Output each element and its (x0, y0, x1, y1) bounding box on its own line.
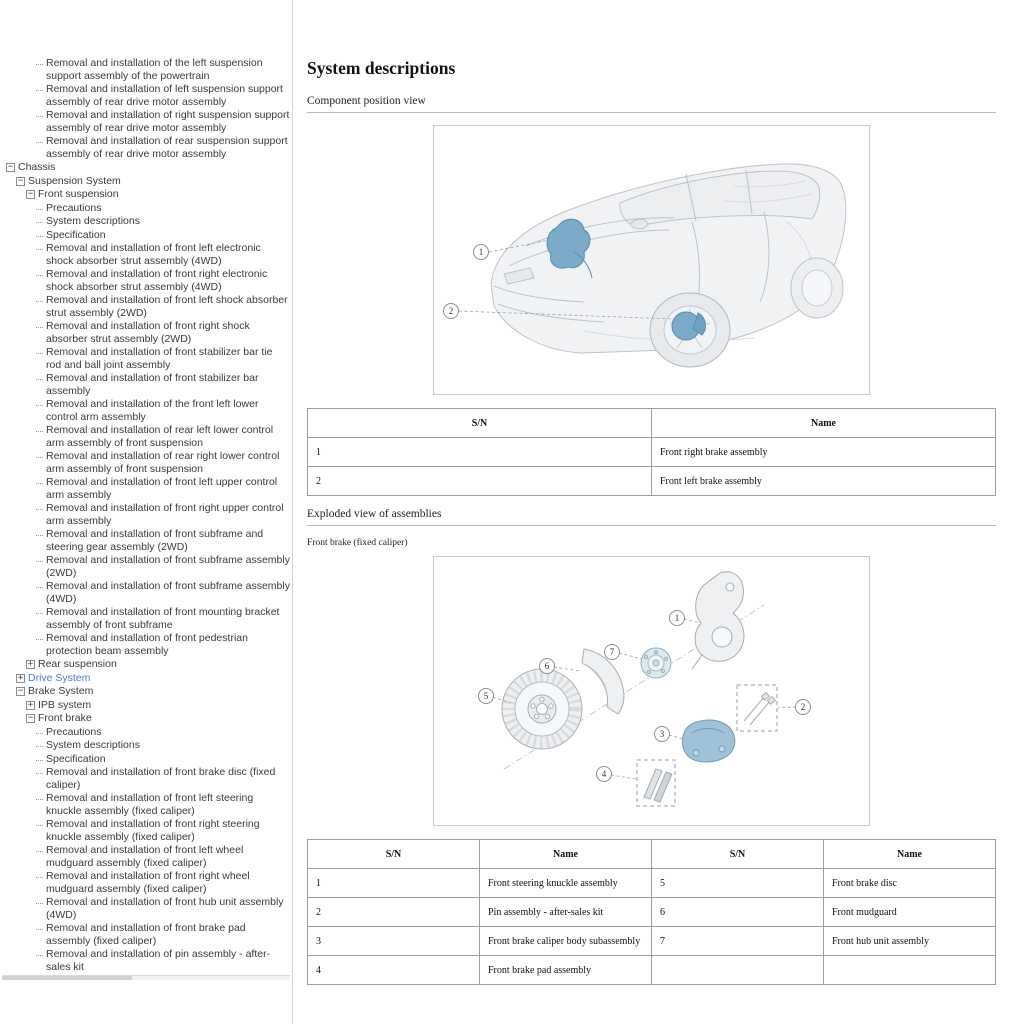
section-heading-component-position: Component position view (307, 95, 426, 107)
tree-connector (36, 116, 43, 117)
tree-item-label[interactable]: Suspension System (28, 174, 121, 187)
table-cell (652, 956, 824, 985)
tree-connector (36, 773, 43, 774)
tree-item-label[interactable]: Removal and installation of front mounting bracket assembly of front subframe (46, 606, 280, 631)
tree-item[interactable] (2, 135, 290, 160)
sidebar-content-divider (292, 0, 293, 1024)
tree-item[interactable] (2, 580, 290, 605)
callout-1-label: 1 (478, 247, 484, 257)
tree-item-label[interactable]: Front suspension (38, 188, 119, 200)
table-cell: 2 (308, 898, 480, 927)
table-cell: Front left brake assembly (652, 467, 996, 496)
tree-item[interactable] (2, 450, 290, 475)
tree-item[interactable] (2, 372, 290, 397)
sidebar-horizontal-scrollbar[interactable] (2, 975, 290, 980)
tree-connector (36, 639, 43, 640)
collapse-icon[interactable]: − (27, 189, 34, 199)
table-cell: Front brake caliper body subassembly (480, 927, 652, 956)
section-rule (307, 525, 996, 526)
tree-connector (36, 209, 43, 210)
table-row (308, 467, 996, 496)
tree-item[interactable] (2, 554, 290, 579)
tree-item[interactable] (2, 766, 290, 791)
tree-connector (36, 561, 43, 562)
callout-4-label: 4 (601, 769, 607, 779)
tree-item-label[interactable]: Specification (46, 752, 106, 765)
tree-item[interactable] (2, 528, 290, 553)
tree-item[interactable] (2, 242, 290, 267)
table-cell: Front brake disc (824, 869, 996, 898)
tree-item[interactable] (2, 83, 290, 108)
table-row (308, 869, 996, 898)
tree-item-label[interactable]: Removal and installation of front left upper control arm assembly (46, 476, 278, 501)
tree-item-label[interactable]: Front brake (38, 712, 92, 724)
component-position-table (307, 408, 996, 496)
tree-item-label[interactable]: Removal and installation of front right upper control arm assembly (46, 502, 284, 527)
expand-icon[interactable]: + (27, 699, 34, 710)
expand-icon[interactable]: + (17, 672, 24, 683)
section-rule (307, 112, 996, 113)
callout-6-label: 6 (544, 661, 550, 671)
table-cell: Front hub unit assembly (824, 927, 996, 956)
table-cell: 5 (652, 869, 824, 898)
tree-item[interactable] (2, 753, 290, 766)
tree-item-label[interactable]: Removal and installation of rear suspension support assembly of rear drive motor assembly (46, 135, 288, 160)
exploded-view-parts-table (307, 839, 996, 985)
tree-item[interactable] (2, 818, 290, 843)
tree-item[interactable] (2, 896, 290, 921)
tree-item[interactable] (2, 161, 290, 174)
tree-item-label[interactable]: Chassis (18, 161, 56, 173)
table-cell: 1 (308, 869, 480, 898)
tree-connector (36, 613, 43, 614)
tree-item[interactable] (2, 922, 290, 947)
tree-item-label[interactable]: Removal and installation of front subframe assembly (2WD) (46, 554, 290, 579)
table-cell: 3 (308, 927, 480, 956)
figure-exploded-view (433, 556, 870, 826)
tree-item-label[interactable]: Drive System (28, 671, 91, 684)
tree-item[interactable] (2, 424, 290, 449)
tree-item[interactable] (2, 632, 290, 657)
tree-item-label[interactable]: Rear suspension (38, 658, 117, 670)
tree-item-label[interactable]: Removal and installation of front right steering knuckle assembly (fixed caliper) (46, 818, 260, 843)
callout-7-label: 7 (609, 647, 615, 657)
tree-connector (36, 457, 43, 458)
tree-item[interactable] (2, 712, 290, 725)
tree-item[interactable] (2, 346, 290, 371)
collapse-icon[interactable]: − (17, 175, 24, 186)
tree-item-label[interactable]: System descriptions (46, 739, 140, 751)
section-heading-exploded-view: Exploded view of assemblies (307, 508, 442, 520)
expand-icon[interactable]: + (27, 659, 34, 669)
tree-connector (36, 825, 43, 826)
tree-connector (36, 249, 43, 250)
collapse-icon[interactable]: − (17, 686, 24, 696)
tree-item-label[interactable]: Removal and installation of front left shock absorber strut assembly (2WD) (46, 294, 288, 319)
tree-connector (36, 733, 43, 734)
callout-2-label: 2 (800, 702, 806, 712)
sidebar-scrollbar-thumb[interactable] (2, 976, 132, 980)
tree-item[interactable] (2, 658, 290, 671)
car-illustration (434, 126, 869, 394)
table-cell: 6 (652, 898, 824, 927)
tree-item[interactable] (2, 606, 290, 631)
tree-item[interactable] (2, 109, 290, 134)
collapse-icon[interactable]: − (7, 162, 14, 172)
callout-3-label: 3 (659, 729, 665, 739)
tree-item[interactable] (2, 685, 290, 698)
tree-item[interactable] (2, 672, 290, 685)
table-cell (824, 956, 996, 985)
tree-item[interactable] (2, 202, 290, 215)
tree-connector (36, 379, 43, 380)
tree-item-label[interactable]: Removal and installation of front brake disc (fixed caliper) (46, 766, 276, 791)
tree-item-label[interactable]: Removal and installation of right suspension support assembly of rear drive motor assembly (46, 109, 290, 134)
page-title: System descriptions (307, 58, 456, 78)
tree-item[interactable] (2, 726, 290, 739)
tree-connector (36, 955, 43, 956)
tree-connector (36, 236, 43, 237)
front-brake-fixed-caliper-label: Front brake (fixed caliper) (307, 538, 408, 548)
tree-item[interactable] (2, 699, 290, 712)
tree-item-label[interactable]: Removal and installation of left suspension support assembly of rear drive motor assembly (46, 83, 283, 108)
tree-connector (36, 746, 43, 747)
table-cell: Front steering knuckle assembly (480, 869, 652, 898)
tree-item[interactable] (2, 57, 290, 82)
tree-item[interactable] (2, 948, 290, 972)
tree-item-label[interactable]: Removal and installation of front pedestrian protection beam assembly (46, 632, 248, 657)
tree-item-label[interactable]: Precautions (46, 725, 102, 738)
tree-connector (36, 431, 43, 432)
tree-item-label[interactable]: Removal and installation of rear right lower control arm assembly of front suspension (46, 450, 280, 475)
tree-item[interactable] (2, 268, 290, 293)
table-cell: 4 (308, 956, 480, 985)
tree-item-label[interactable]: Removal and installation of front left steering knuckle assembly (fixed caliper) (46, 792, 254, 817)
tree-connector (36, 535, 43, 536)
table-header-cell: S/N (652, 840, 824, 869)
tree-connector (36, 275, 43, 276)
table-cell: Front mudguard (824, 898, 996, 927)
tree-item-label[interactable]: Precautions (46, 201, 102, 214)
table-row (308, 438, 996, 467)
tree-connector (36, 877, 43, 878)
tree-item-label[interactable]: Removal and installation of front right shock absorber strut assembly (2WD) (46, 320, 250, 345)
tree-connector (36, 509, 43, 510)
table-cell: 2 (308, 467, 652, 496)
tree-item-label[interactable]: Removal and installation of front subframe assembly (4WD) (46, 580, 290, 605)
table-header-cell: Name (652, 409, 996, 438)
tree-connector (36, 353, 43, 354)
tree-item-label[interactable]: IPB system (38, 698, 92, 711)
tree-connector (36, 929, 43, 930)
tree-item-label[interactable]: Removal and installation of front right electronic shock absorber strut assembly (4WD) (46, 268, 268, 293)
table-cell: 1 (308, 438, 652, 467)
table-header-row (308, 840, 996, 869)
tree-connector (36, 405, 43, 406)
tree-item[interactable] (2, 844, 290, 869)
tree-item-label[interactable]: Specification (46, 228, 106, 241)
tree-item[interactable] (2, 320, 290, 345)
table-header-cell: S/N (308, 840, 480, 869)
collapse-icon[interactable]: − (27, 713, 34, 723)
tree-item-label[interactable]: Removal and installation of the front left lower control arm assembly (46, 398, 259, 423)
tree-item-label[interactable]: Removal and installation of pin assembly - after-sales kit (46, 948, 271, 972)
tree-connector (36, 222, 43, 223)
tree-item-label[interactable]: Removal and installation of front subframe and steering gear assembly (2WD) (46, 528, 264, 553)
tree-connector (36, 760, 43, 761)
tree-item-label[interactable]: Removal and installation of rear left lower control arm assembly of front suspension (46, 424, 274, 449)
tree-item[interactable] (2, 870, 290, 895)
tree-item[interactable] (2, 229, 290, 242)
tree-item-label[interactable]: Removal and installation of front hub unit assembly (4WD) (46, 896, 284, 921)
callout-5-label: 5 (483, 691, 489, 701)
tree-item[interactable] (2, 294, 290, 319)
tree-item[interactable] (2, 476, 290, 501)
tree-item-label[interactable]: Removal and installation of front left electronic shock absorber strut assembly (4WD) (46, 242, 261, 267)
tree-item[interactable] (2, 188, 290, 201)
tree-item-label[interactable]: System descriptions (46, 215, 140, 227)
tree-connector (36, 851, 43, 852)
tree-item[interactable] (2, 502, 290, 527)
callout-2-label: 2 (448, 306, 454, 316)
tree-connector (36, 483, 43, 484)
figure-component-position-view (433, 125, 870, 395)
tree-connector (36, 327, 43, 328)
table-cell: Pin assembly - after-sales kit (480, 898, 652, 927)
table-row (308, 927, 996, 956)
sidebar-navigation-tree (0, 52, 292, 972)
table-row (308, 956, 996, 985)
callout-1-label: 1 (674, 613, 680, 623)
sidebar-tree (2, 57, 290, 972)
tree-item[interactable] (2, 739, 290, 752)
tree-item-label[interactable]: Removal and installation of front left wheel mudguard assembly (fixed caliper) (46, 844, 244, 869)
tree-item[interactable] (2, 792, 290, 817)
table-header-cell: Name (480, 840, 652, 869)
table-header-cell: S/N (308, 409, 652, 438)
tree-connector (36, 903, 43, 904)
table-cell: Front right brake assembly (652, 438, 996, 467)
tree-item-label[interactable]: Removal and installation of front brake pad assembly (fixed caliper) (46, 922, 246, 947)
tree-connector (36, 301, 43, 302)
exploded-brake-illustration (434, 557, 869, 825)
table-row (308, 898, 996, 927)
tree-item-label[interactable]: Removal and installation of the left suspension support assembly of the powertrain (46, 57, 263, 82)
tree-item-label[interactable]: Removal and installation of front stabilizer bar tie rod and ball joint assembly (46, 346, 273, 371)
tree-item[interactable] (2, 398, 290, 423)
tree-connector (36, 799, 43, 800)
tree-item[interactable] (2, 175, 290, 188)
tree-item[interactable] (2, 215, 290, 228)
tree-connector (36, 90, 43, 91)
table-header-cell: Name (824, 840, 996, 869)
table-cell: Front brake pad assembly (480, 956, 652, 985)
tree-connector (36, 142, 43, 143)
tree-connector (36, 587, 43, 588)
tree-item-label[interactable]: Brake System (28, 685, 94, 697)
tree-connector (36, 64, 43, 65)
tree-item-label[interactable]: Removal and installation of front stabilizer bar assembly (46, 372, 259, 397)
main-content (307, 48, 996, 1024)
table-cell: 7 (652, 927, 824, 956)
tree-item-label[interactable]: Removal and installation of front right wheel mudguard assembly (fixed caliper) (46, 870, 250, 895)
table-header-row (308, 409, 996, 438)
